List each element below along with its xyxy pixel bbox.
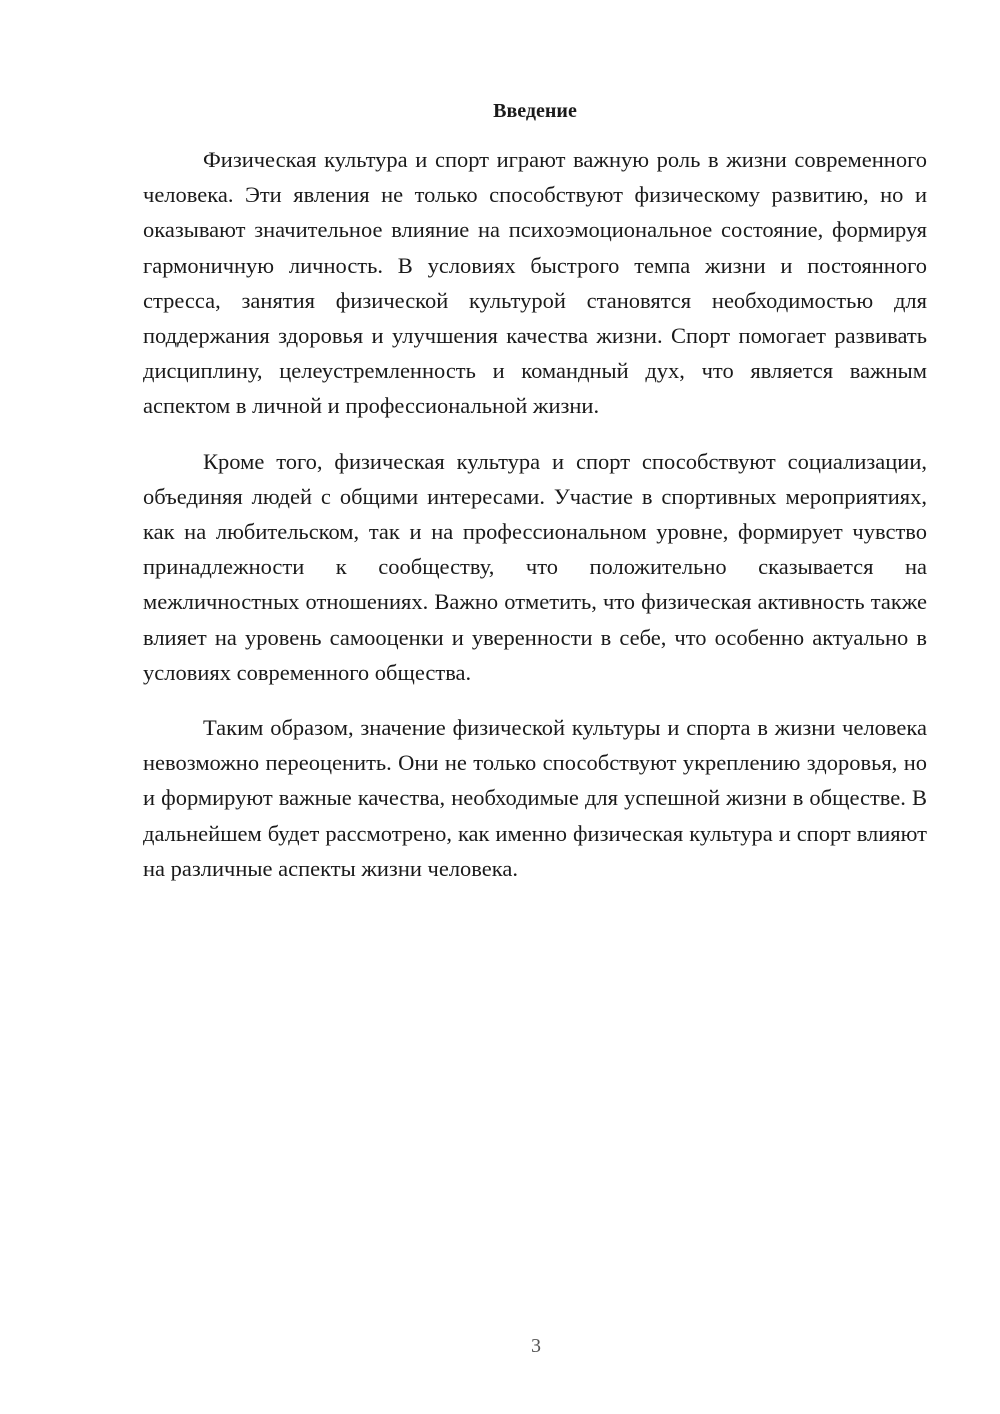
paragraph-2: Кроме того, физическая культура и спорт способствуют социализации, объединяя людей с общими интересами. Участие в спортивных мероприятиях, как на любительском, так и на профессиональном уровне, формирует чувство принадлежности к сообществу, что положительно сказывается на межличностных отношениях. Важно отметить, что физическая активность также влияет на уровень самооценки и уверенности в себе, что особенно актуально в условиях современного общества. — [143, 448, 927, 685]
section-heading: Введение — [493, 100, 577, 122]
page-number: 3 — [531, 1335, 541, 1357]
paragraph-3: Таким образом, значение физической культуры и спорта в жизни человека невозможно переоценить. Они не только способствуют укреплению здоровья, но и формируют важные качества, необходимые для успешной жизни в обществе. В дальнейшем будет рассмотрено, как именно физическая культура и спорт влияют на различные аспекты жизни человека. — [143, 715, 927, 881]
body-text — [143, 142, 927, 906]
paragraph-1: Физическая культура и спорт играют важную роль в жизни современного человека. Эти явления не только способствуют физическому развитию, но и оказывают значительное влияние на психоэмоциональное состояние, формируя гармоничную личность. В условиях быстрого темпа жизни и постоянного стресса, занятия физической культурой становятся необходимостью для поддержания здоровья и улучшения качества жизни. Спорт помогает развивать дисциплину, целеустремленность и командный дух, что является важным аспектом в личной и профессиональной жизни. — [143, 147, 927, 419]
